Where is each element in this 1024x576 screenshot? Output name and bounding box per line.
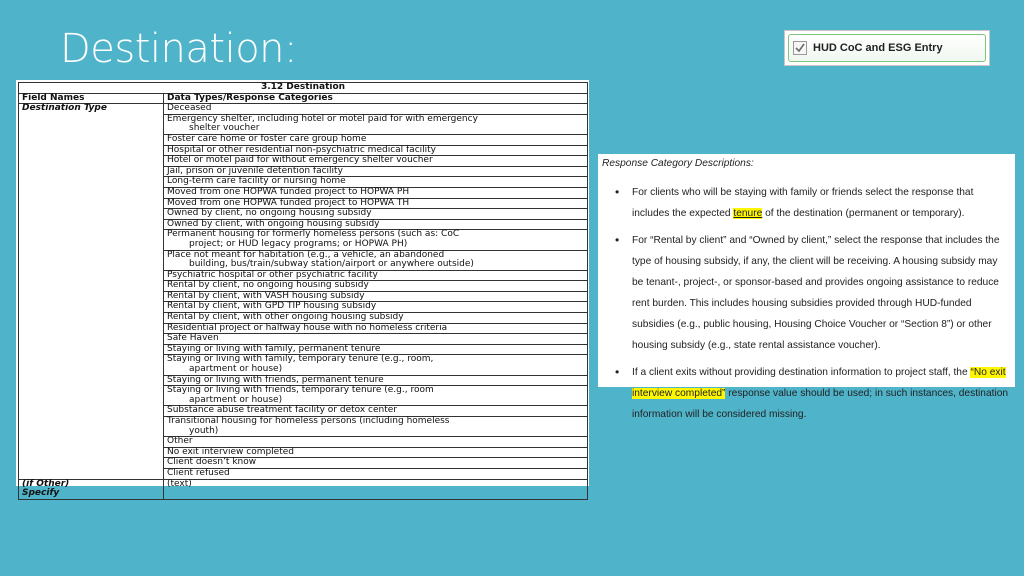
response-cell — [164, 458, 588, 469]
header-field-names: Field Names — [19, 93, 164, 104]
response-cell — [164, 270, 588, 281]
response-cell — [164, 198, 588, 209]
response-text: youth) — [189, 425, 219, 436]
response-cell — [164, 447, 588, 458]
checkbox-icon — [793, 41, 807, 55]
bullet-text: of the destination (permanent or temporary). — [762, 208, 965, 219]
bullet-text: For “Rental by client” and “Owned by client,” select the response that includes the type of housing subsidy, if any, the client will be receiving. A housing subsidy may be tenant-, project-, or sponsor-based and provides ongoing assistance to reduce rent burden. This includes housing subsidies provided through HUD-funded subsidies (e.g., public housing, Housing Choice Voucher or “Section 8”) or other housing subsidy (e.g., state rental assistance voucher). — [632, 235, 1000, 351]
response-text: Rental by client, with other ongoing housing subsidy — [167, 312, 404, 323]
response-cell — [164, 134, 588, 145]
response-cell — [164, 355, 588, 375]
description-bullet-no-exit — [612, 362, 1010, 425]
header-data-types: Data Types/Response Categories — [164, 93, 588, 104]
response-text: Permanent housing for formerly homeless persons (such as: CoC — [167, 229, 460, 240]
response-cell — [164, 145, 588, 156]
response-text: Staying or living with friends, permanent tenure — [167, 374, 384, 385]
destination-table-image — [16, 80, 589, 499]
response-text: Staying or living with friends, temporary tenure (e.g., room — [167, 385, 434, 396]
bullet-text: response value should be used; in such instances, destination information will be considered missing. — [632, 388, 1009, 420]
response-cell: (text) — [164, 479, 588, 499]
destination-table — [18, 82, 588, 500]
response-cell — [164, 437, 588, 448]
response-cell — [164, 302, 588, 313]
response-text: Transitional housing for homeless persons (including homeless — [167, 416, 450, 426]
table-title: 3.12 Destination — [19, 83, 588, 94]
response-text: Deceased — [167, 103, 212, 114]
response-text: Rental by client, with GPD TIP housing subsidy — [167, 301, 377, 312]
response-cell — [164, 219, 588, 230]
response-cell — [164, 104, 588, 115]
description-bullet-rental — [612, 230, 1010, 356]
response-cell — [164, 114, 588, 134]
response-cell — [164, 209, 588, 220]
response-text: Safe Haven — [167, 333, 219, 344]
response-text: Psychiatric hospital or other psychiatric facility — [167, 269, 378, 280]
response-text: Owned by client, no ongoing housing subsidy — [167, 208, 372, 219]
bullet-text: If a client exits without providing destination information to project staff, the — [632, 367, 971, 378]
table-row — [19, 479, 588, 499]
response-text: apartment or house) — [189, 394, 283, 405]
response-cell — [164, 156, 588, 167]
response-text: Substance abuse treatment facility or detox center — [167, 405, 398, 416]
response-text: Hospital or other residential non-psychiatric medical facility — [167, 144, 437, 155]
response-text: No exit interview completed — [167, 446, 295, 457]
response-cell — [164, 406, 588, 417]
descriptions-panel — [598, 154, 1015, 420]
response-text: Moved from one HOPWA funded project to HOPWA TH — [167, 197, 410, 208]
response-text: Emergency shelter, including hotel or motel paid for with emergency — [167, 113, 478, 124]
no-exit-highlight: “No exit interview completed” — [632, 367, 1006, 399]
response-text: Hotel or motel paid for without emergency shelter voucher — [167, 155, 433, 166]
response-text: Residential project or halfway house with no homeless criteria — [167, 322, 448, 333]
response-text: Long-term care facility or nursing home — [167, 176, 346, 187]
response-cell — [164, 250, 588, 270]
bullet-text: For clients who will be staying with family or friends select the response that includes the expected — [632, 187, 974, 219]
response-cell — [164, 281, 588, 292]
response-text: Foster care home or foster care group home — [167, 133, 367, 144]
descriptions-list — [612, 182, 1010, 431]
response-text: Client doesn’t know — [167, 457, 257, 468]
response-text: Client refused — [167, 467, 230, 478]
response-cell — [164, 166, 588, 177]
response-text: Place not meant for habitation (e.g., a vehicle, an abandoned — [167, 249, 445, 260]
tenure-highlight: tenure — [733, 208, 763, 219]
response-text: project; or HUD legacy programs; or HOPWA PH) — [189, 238, 408, 249]
table-row — [19, 104, 588, 115]
response-cell — [164, 375, 588, 386]
response-cell — [164, 334, 588, 345]
response-text: apartment or house) — [189, 364, 283, 375]
response-text: Staying or living with family, temporary tenure (e.g., room, — [167, 354, 434, 365]
response-cell — [164, 291, 588, 302]
response-text: Other — [167, 436, 193, 447]
response-text: Rental by client, with VASH housing subsidy — [167, 290, 365, 301]
response-cell — [164, 344, 588, 355]
response-cell — [164, 187, 588, 198]
response-cell — [164, 417, 588, 437]
descriptions-title: Response Category Descriptions: — [602, 158, 754, 169]
field-name-destination-type: Destination Type — [19, 104, 164, 479]
badge-label: HUD CoC and ESG Entry — [813, 42, 943, 54]
response-cell — [164, 313, 588, 324]
response-text: Rental by client, no ongoing housing subsidy — [167, 280, 369, 291]
response-text: building, bus/train/subway station/airport or anywhere outside) — [189, 259, 474, 270]
response-text: Staying or living with family, permanent tenure — [167, 343, 381, 354]
response-cell — [164, 386, 588, 406]
specify-label: Specify — [22, 488, 60, 499]
response-text: shelter voucher — [189, 123, 260, 134]
response-text: Jail, prison or juvenile detention facility — [167, 165, 343, 176]
response-text: Owned by client, with ongoing housing subsidy — [167, 218, 380, 229]
hud-entry-badge — [784, 30, 990, 66]
field-name-if-other — [19, 479, 164, 499]
response-cell — [164, 230, 588, 250]
description-bullet-tenure — [612, 182, 1010, 224]
slide-title: Destination: — [60, 26, 298, 72]
response-cell — [164, 177, 588, 188]
response-cell — [164, 468, 588, 479]
if-other-label: (if Other) — [22, 478, 70, 489]
response-text: Moved from one HOPWA funded project to HOPWA PH — [167, 186, 410, 197]
response-cell — [164, 323, 588, 334]
